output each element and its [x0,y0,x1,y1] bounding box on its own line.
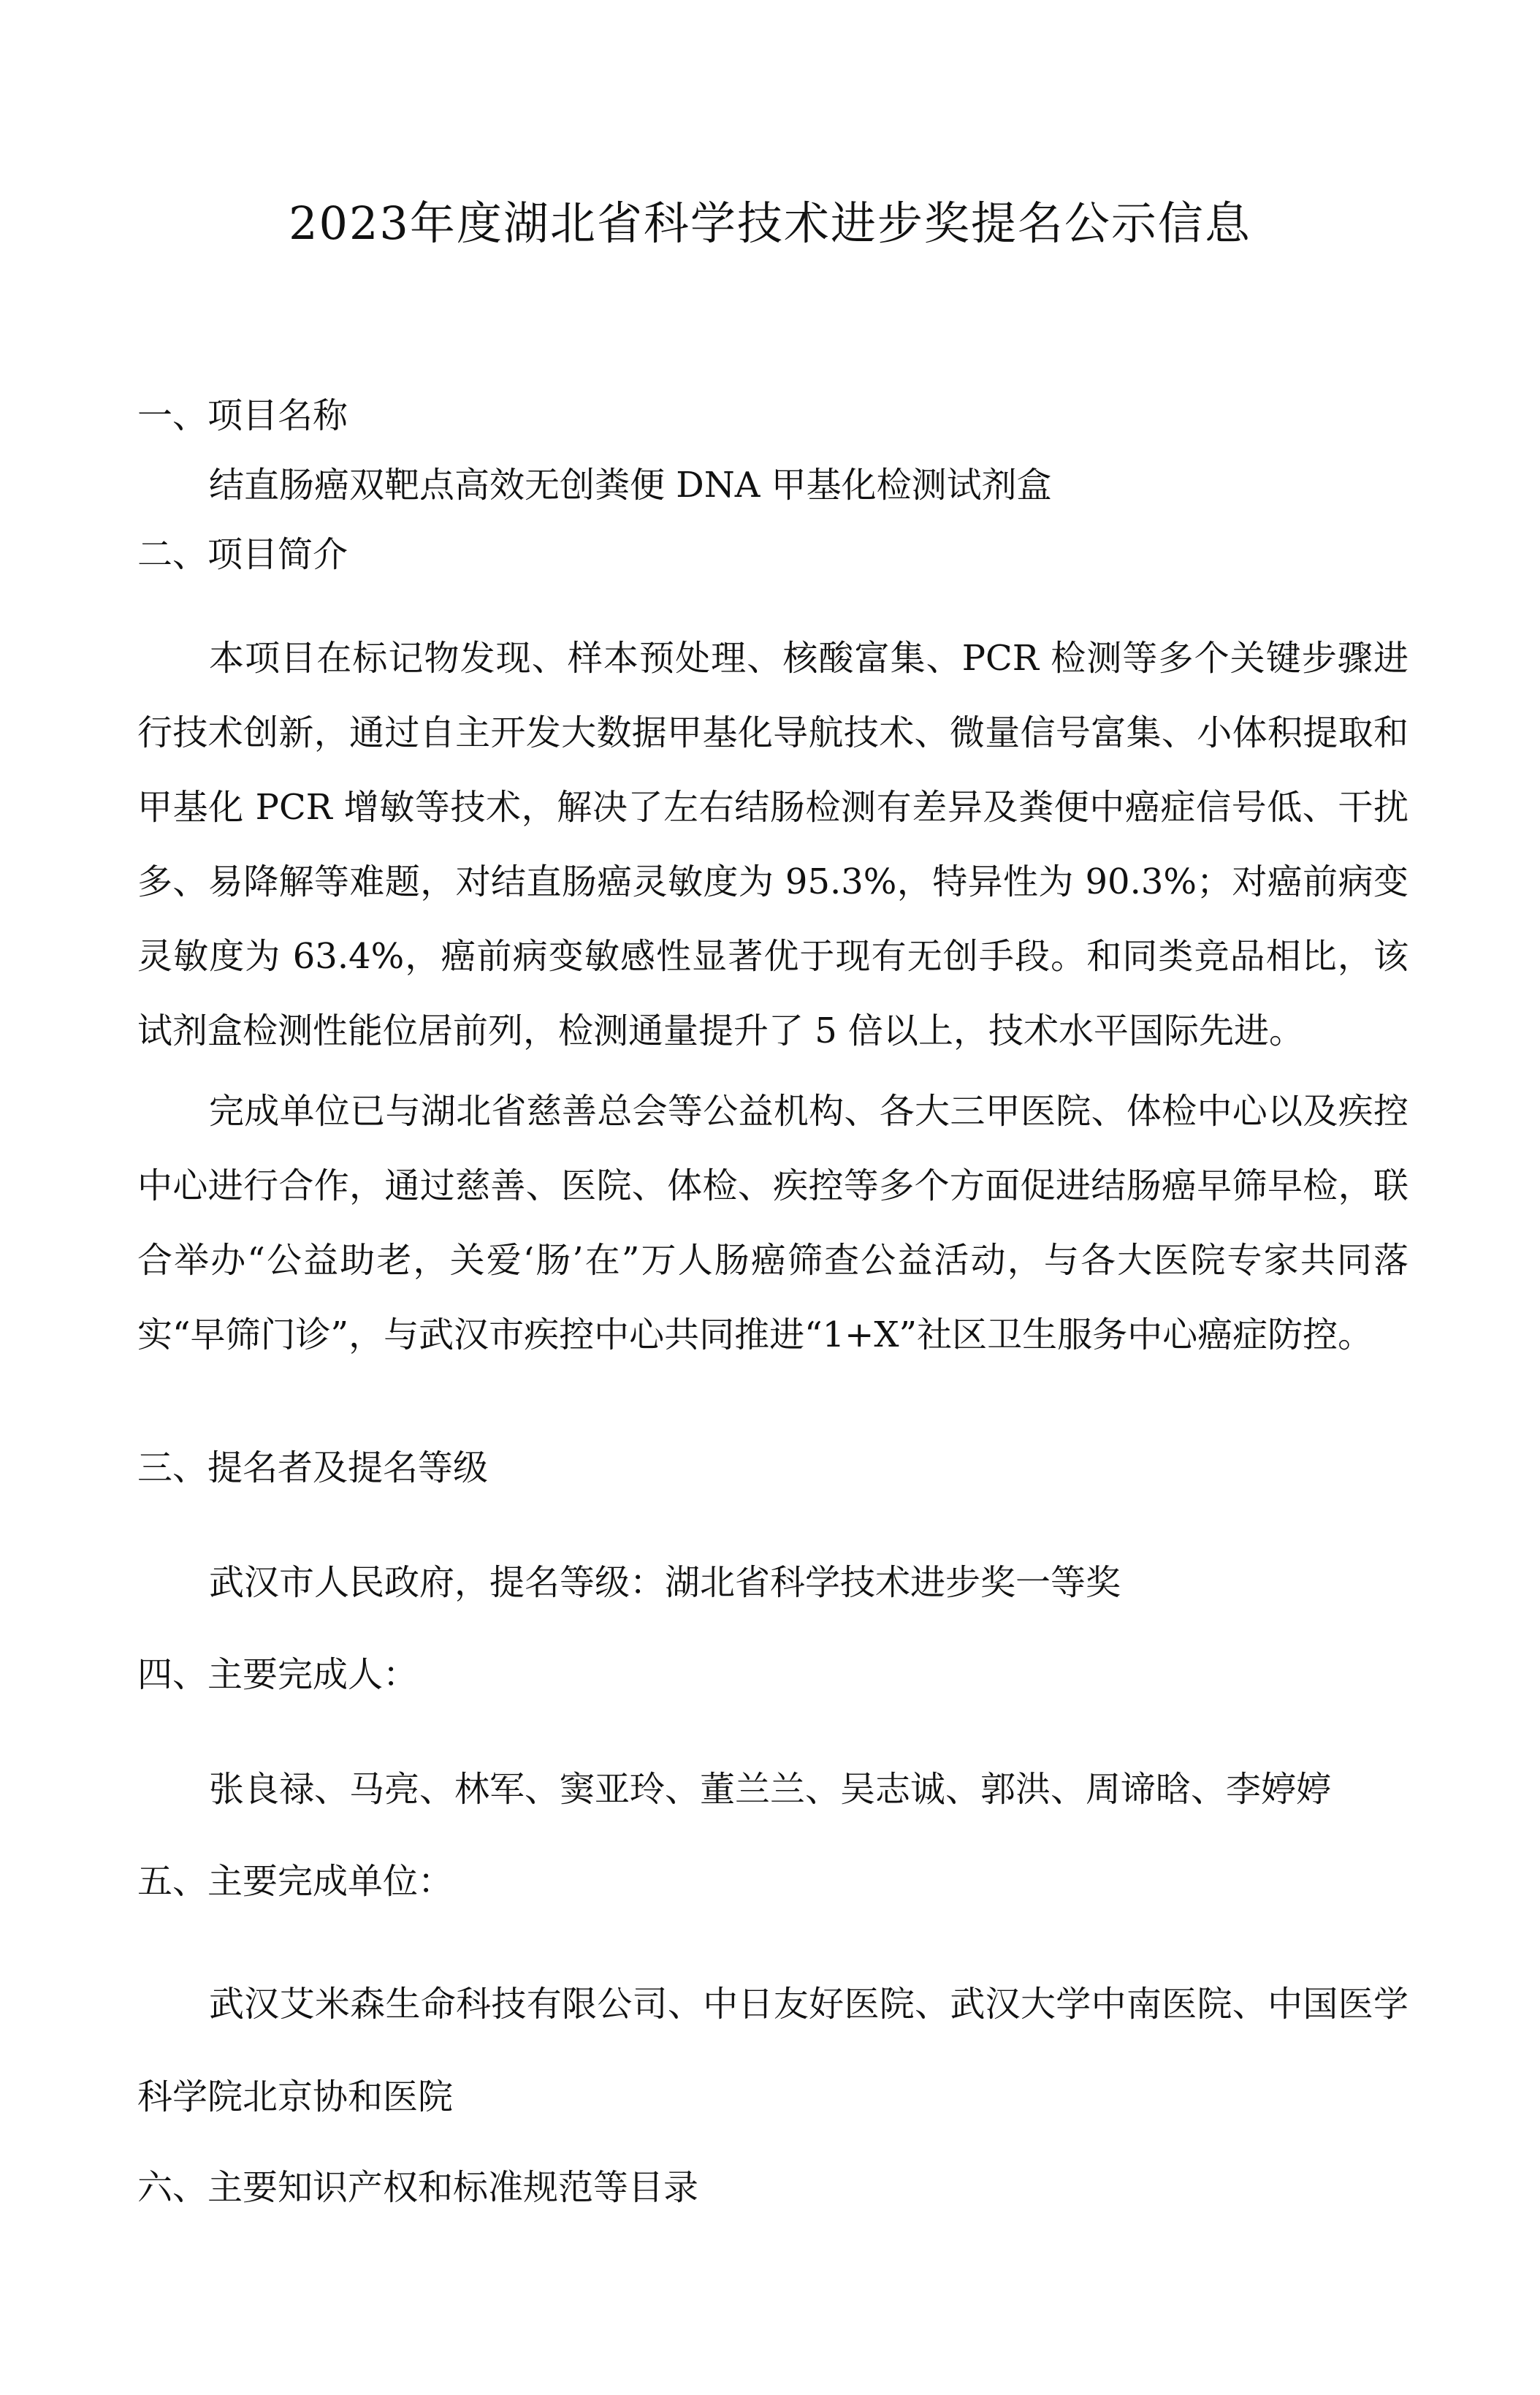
project-summary-paragraph-2: 完成单位已与湖北省慈善总会等公益机构、各大三甲医院、体检中心以及疾控中心进行合作，通过慈善、医院、体检、疾控等多个方面促进结肠癌早筛早检，联合举办“公益助老，关爱‘肠’在”万人肠癌筛查公益活动，与各大医院专家共同落实“早筛门诊”，与武汉市疾控中心共同推进“1+X”社区卫生服务中心癌症防控。 [137,1091,1409,1355]
section-heading-main-contributors: 四、主要完成人： [137,1654,419,1695]
section-heading-main-units: 五、主要完成单位： [137,1861,454,1902]
section-heading-ip-catalog: 六、主要知识产权和标准规范等目录 [137,2167,699,2208]
project-name-text: 结直肠癌双靶点高效无创粪便 DNA 甲基化检测试剂盒 [209,465,1052,506]
section-heading-project-name: 一、项目名称 [137,395,348,436]
section-heading-project-summary: 二、项目简介 [137,534,348,575]
document-title: 2023年度湖北省科学技术进步奖提名公示信息 [289,197,1251,250]
main-contributors-text: 张良禄、马亮、林军、窦亚玲、董兰兰、吴志诚、郭洪、周谛晗、李婷婷 [209,1769,1332,1810]
main-units-text: 武汉艾米森生命科技有限公司、中日友好医院、武汉大学中南医院、中国医学科学院北京协和医院 [137,1984,1409,2117]
nominator-text: 武汉市人民政府，提名等级：湖北省科学技术进步奖一等奖 [209,1562,1121,1603]
section-heading-nominator: 三、提名者及提名等级 [137,1447,489,1488]
project-summary-paragraph-1: 本项目在标记物发现、样本预处理、核酸富集、PCR 检测等多个关键步骤进行技术创新，通过自主开发大数据甲基化导航技术、微量信号富集、小体积提取和甲基化 PCR 增敏等技术，解决了左右结肠检测有差异及粪便中癌症信号低、干扰多、易降解等难题，对结直肠癌灵敏度为 95.3%，特异性为 90.3%；对癌前病变灵敏度为 63.4%，癌前病变敏感性显著优于现有无创手段。和同类竞品相比，该试剂盒检测性能位居前列，检测通量提升了 5 倍以上，技术水平国际先进。 [137,638,1409,1051]
